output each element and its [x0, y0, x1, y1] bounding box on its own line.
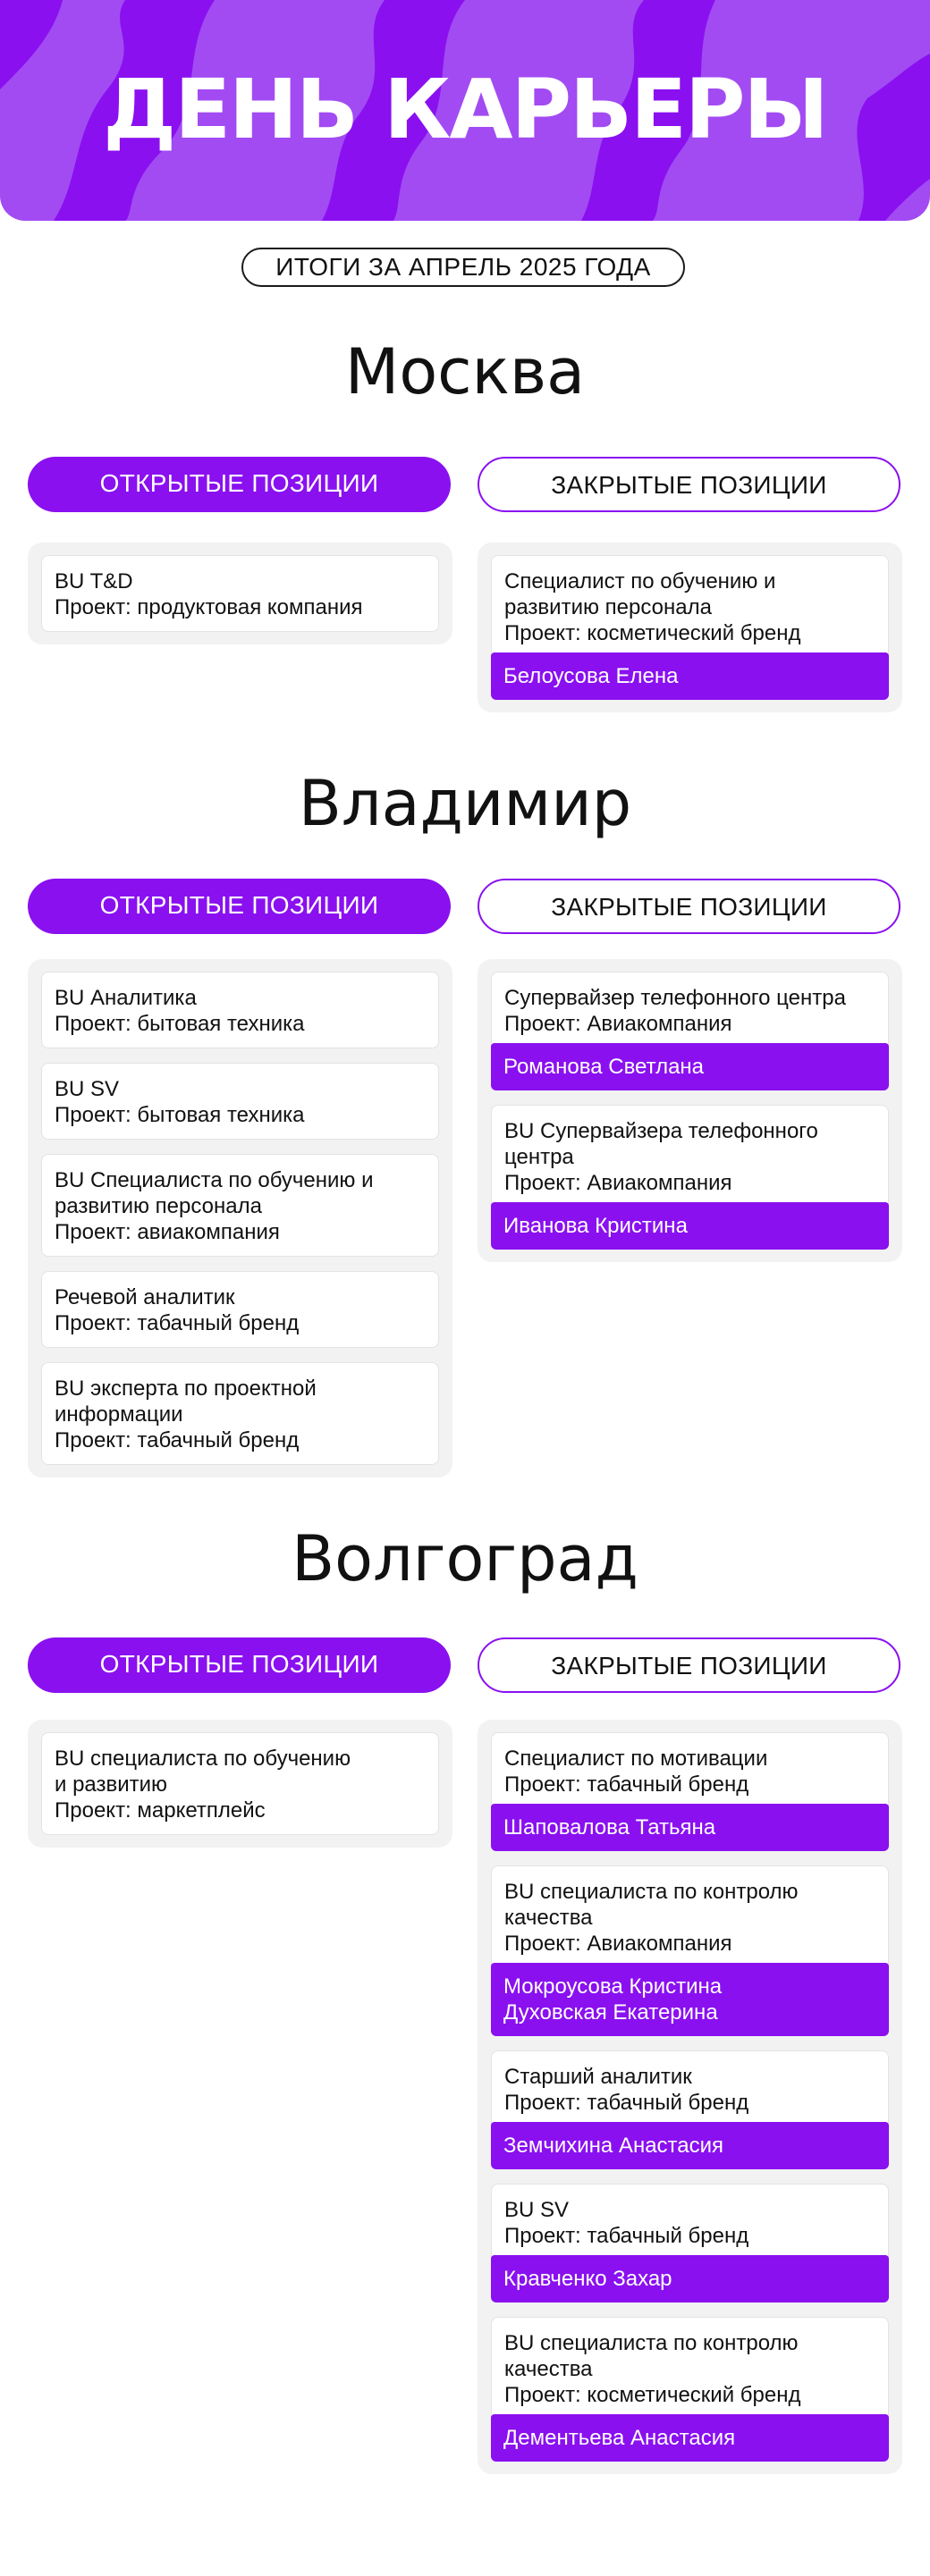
position-title: BU специалиста по обучению и развитию: [55, 1747, 351, 1797]
closed-positions-tab: ЗАКРЫТЫЕ ПОЗИЦИИ: [478, 457, 900, 512]
position-project: Проект: продуктовая компания: [55, 595, 363, 619]
position-project: Проект: косметический бренд: [504, 621, 801, 645]
closed-position-entry: [491, 1105, 889, 1250]
position-title: BU Супервайзера телефонного центра: [504, 1119, 818, 1169]
open-positions-tab: ОТКРЫТЫЕ ПОЗИЦИИ: [28, 457, 451, 512]
closed-position-entry: [491, 555, 889, 700]
position-title: BU T&D: [55, 569, 133, 593]
position-card: [491, 1732, 889, 1809]
candidate-name: Земчихина Анастасия: [491, 2122, 889, 2169]
position-card: [491, 1865, 889, 1968]
position-project: Проект: табачный бренд: [504, 2224, 749, 2248]
closed-positions-panel: [478, 959, 902, 1262]
closed-positions-panel: [478, 1720, 902, 2474]
city-title-volgograd: Волгоград: [292, 1522, 638, 1595]
position-card: [491, 2184, 889, 2260]
city-title-vladimir: Владимир: [298, 767, 632, 840]
open-positions-panel: [28, 1720, 452, 1848]
position-card: [491, 555, 889, 658]
position-card: [41, 1154, 439, 1257]
position-card: [491, 2050, 889, 2127]
open-positions-panel: [28, 543, 452, 644]
position-title: Речевой аналитик: [55, 1285, 235, 1309]
position-title: Специалист по мотивации: [504, 1747, 768, 1771]
position-card: [491, 972, 889, 1048]
closed-position-entry: [491, 2317, 889, 2462]
position-card: [41, 1063, 439, 1140]
open-positions-panel: [28, 959, 452, 1477]
open-positions-tab: ОТКРЫТЫЕ ПОЗИЦИИ: [28, 1637, 451, 1693]
position-project: Проект: Авиакомпания: [504, 1932, 732, 1956]
position-card: [41, 1271, 439, 1348]
position-title: BU SV: [504, 2198, 570, 2222]
period-subtitle: ИТОГИ ЗА АПРЕЛЬ 2025 ГОДА: [241, 248, 685, 287]
closed-position-entry: [491, 1865, 889, 2036]
closed-positions-tab: ЗАКРЫТЫЕ ПОЗИЦИИ: [478, 879, 900, 934]
header-banner: [0, 0, 930, 221]
position-title: BU Специалиста по обучению и развитию персонала: [55, 1168, 374, 1218]
position-card: [491, 2317, 889, 2420]
position-project: Проект: авиакомпания: [55, 1220, 280, 1244]
position-project: Проект: Авиакомпания: [504, 1171, 732, 1195]
city-title-moscow: Москва: [344, 335, 586, 408]
closed-position-entry: [491, 2184, 889, 2302]
position-title: Специалист по обучению и развитию персонала: [504, 569, 776, 619]
position-project: Проект: бытовая техника: [55, 1103, 305, 1127]
position-card: [41, 1732, 439, 1835]
candidate-name: Шаповалова Татьяна: [491, 1804, 889, 1851]
closed-position-entry: [491, 2050, 889, 2169]
candidate-name: Кравченко Захар: [491, 2255, 889, 2302]
position-title: BU специалиста по контролю качества: [504, 2331, 799, 2381]
position-project: Проект: табачный бренд: [55, 1311, 300, 1335]
candidate-names: Мокроусова Кристина Духовская Екатерина: [491, 1963, 889, 2036]
position-card: [41, 972, 439, 1048]
position-title: BU SV: [55, 1077, 120, 1101]
position-title: Супервайзер телефонного центра: [504, 986, 846, 1010]
position-title: Старший аналитик: [504, 2065, 692, 2089]
page-title: ДЕНЬ КАРЬЕРЫ: [103, 62, 827, 157]
closed-position-entry: [491, 1732, 889, 1851]
open-positions-tab: ОТКРЫТЫЕ ПОЗИЦИИ: [28, 879, 451, 934]
position-project: Проект: табачный бренд: [55, 1428, 300, 1452]
position-project: Проект: табачный бренд: [504, 1772, 749, 1797]
position-title: BU эксперта по проектной информации: [55, 1376, 317, 1427]
closed-positions-tab: ЗАКРЫТЫЕ ПОЗИЦИИ: [478, 1637, 900, 1693]
candidate-name: Дементьева Анастасия: [491, 2414, 889, 2462]
position-title: BU Аналитика: [55, 986, 197, 1010]
closed-position-entry: [491, 972, 889, 1090]
candidate-name: Белоусова Елена: [491, 652, 889, 700]
candidate-name: Романова Светлана: [491, 1043, 889, 1090]
candidate-name: Иванова Кристина: [491, 1202, 889, 1250]
position-project: Проект: бытовая техника: [55, 1012, 305, 1036]
position-project: Проект: маркетплейс: [55, 1798, 266, 1823]
position-card: [41, 1362, 439, 1465]
position-title: BU специалиста по контролю качества: [504, 1880, 799, 1930]
position-project: Проект: Авиакомпания: [504, 1012, 732, 1036]
position-project: Проект: косметический бренд: [504, 2383, 801, 2407]
closed-positions-panel: [478, 543, 902, 712]
position-card: [491, 1105, 889, 1208]
position-project: Проект: табачный бренд: [504, 2091, 749, 2115]
position-card: [41, 555, 439, 632]
